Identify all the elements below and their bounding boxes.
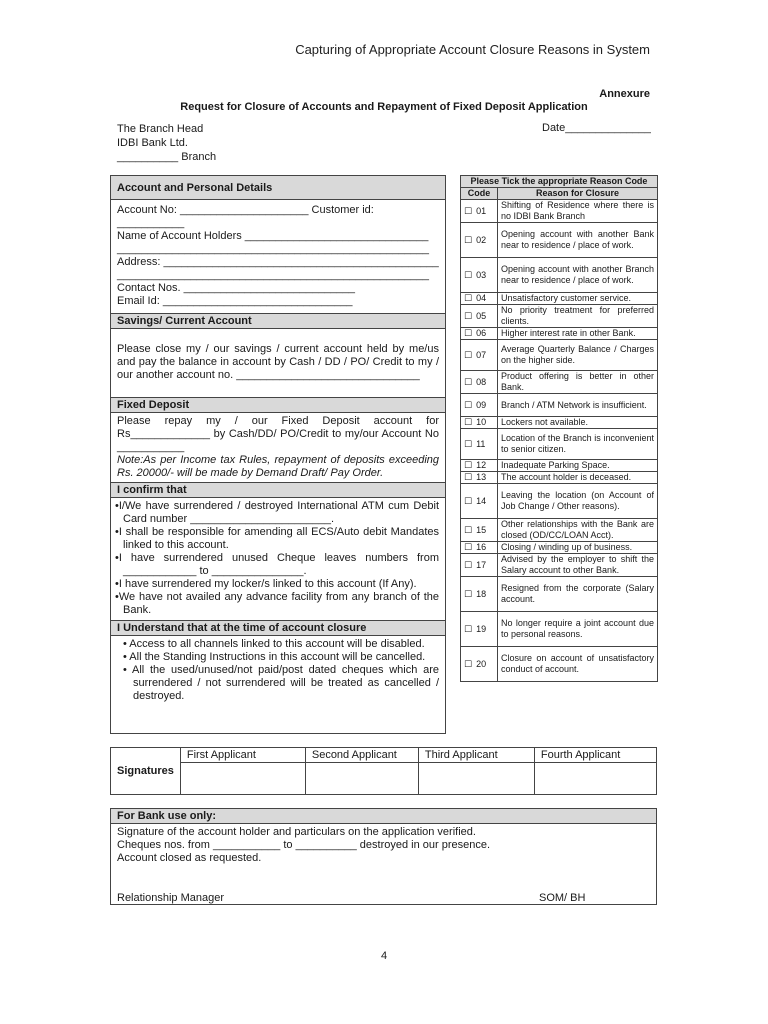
checkbox-icon[interactable]: ☐ <box>464 417 473 427</box>
reason-row <box>461 647 658 682</box>
reason-row <box>461 542 658 554</box>
checkbox-icon[interactable]: ☐ <box>464 524 473 535</box>
reason-code-cell[interactable] <box>461 577 498 612</box>
reason-code: 07 <box>476 349 487 360</box>
account-no-field: Account No: _____________________ Customer id: ___________ <box>117 204 374 229</box>
reason-code-cell[interactable] <box>461 293 498 305</box>
reason-code: 15 <box>476 524 487 535</box>
reason-code-cell[interactable] <box>461 612 498 647</box>
reason-rows <box>461 200 658 682</box>
address-field: Address: _____________________________________________ <box>117 256 439 268</box>
relationship-manager-label: Relationship Manager <box>117 892 225 904</box>
account-holders-field-cont: ___________________________________________________ <box>117 243 430 255</box>
page-number: 4 <box>380 950 388 962</box>
reason-code-cell[interactable] <box>461 394 498 417</box>
reason-code: 18 <box>476 588 487 599</box>
second-applicant-signature-field[interactable] <box>305 763 418 795</box>
reason-row <box>461 429 658 460</box>
confirm-item: •We have not availed any advance facility from any branch of the Bank. <box>115 591 439 616</box>
reason-code: 05 <box>476 310 487 321</box>
reason-row <box>461 305 658 328</box>
bank-use-body <box>111 824 656 908</box>
fixed-deposit-body <box>111 413 445 482</box>
reason-row <box>461 371 658 394</box>
reason-code: 11 <box>476 438 486 449</box>
reason-text: Other relationships with the Bank are closed (OD/CC/LOAN Acct). <box>498 519 658 542</box>
checkbox-icon[interactable]: ☐ <box>464 234 473 245</box>
signatures-label: Signatures <box>111 748 181 795</box>
address-field-cont: ___________________________________________________ <box>117 269 430 281</box>
fixed-deposit-text: Please repay my / our Fixed Deposit account for Rs_____________ by Cash/DD/ PO/Credit to my/our Account No ___________ <box>117 415 439 453</box>
confirm-item: •I shall be responsible for amending all ECS/Auto debit Mandates linked to this account. <box>115 526 439 551</box>
reason-code: 10 <box>476 417 487 427</box>
checkbox-icon[interactable]: ☐ <box>464 269 473 280</box>
reason-row <box>461 612 658 647</box>
reason-text: No priority treatment for preferred clients. <box>498 305 658 328</box>
reason-code: 03 <box>476 269 487 280</box>
account-details-body <box>111 200 445 313</box>
reason-code-cell[interactable] <box>461 200 498 223</box>
checkbox-icon[interactable]: ☐ <box>464 472 473 482</box>
checkbox-icon[interactable]: ☐ <box>464 588 473 599</box>
checkbox-icon[interactable]: ☐ <box>464 658 473 669</box>
reason-row <box>461 328 658 340</box>
reason-code: 12 <box>476 460 487 470</box>
third-applicant-header: Third Applicant <box>418 748 534 763</box>
checkbox-icon[interactable]: ☐ <box>464 460 473 470</box>
reason-text: The account holder is deceased. <box>498 472 658 484</box>
addressee-block <box>117 122 216 164</box>
reason-row <box>461 577 658 612</box>
column-header-code: Code <box>461 188 498 200</box>
document-header: Capturing of Appropriate Account Closure Reasons in System <box>295 42 650 57</box>
reason-code-cell[interactable] <box>461 542 498 554</box>
column-header-reason: Reason for Closure <box>498 188 658 200</box>
reason-row <box>461 472 658 484</box>
section-heading-confirm: I confirm that <box>111 482 445 498</box>
reason-text: Shifting of Residence where there is no IDBI Bank Branch <box>498 200 658 223</box>
reason-code-cell[interactable] <box>461 371 498 394</box>
bank-use-heading: For Bank use only: <box>111 809 656 824</box>
form-title: Request for Closure of Accounts and Repayment of Fixed Deposit Application <box>180 101 588 113</box>
reason-row <box>461 484 658 519</box>
confirm-item: •I/We have surrendered / destroyed International ATM cum Debit Card number _______________________. <box>115 500 439 525</box>
reason-row <box>461 340 658 371</box>
reason-code-cell[interactable] <box>461 484 498 519</box>
reason-code-cell[interactable] <box>461 305 498 328</box>
reason-code: 09 <box>476 399 487 410</box>
fourth-applicant-header: Fourth Applicant <box>534 748 656 763</box>
reason-text: Lockers not available. <box>498 417 658 429</box>
reason-text: Location of the Branch is inconvenient to senior citizen. <box>498 429 658 460</box>
checkbox-icon[interactable]: ☐ <box>464 376 473 387</box>
reason-code-cell[interactable] <box>461 554 498 577</box>
reason-row <box>461 394 658 417</box>
reason-code: 13 <box>476 472 487 482</box>
checkbox-icon[interactable]: ☐ <box>464 349 473 360</box>
first-applicant-header: First Applicant <box>180 748 305 763</box>
reason-code-cell[interactable] <box>461 472 498 484</box>
reason-code-cell[interactable] <box>461 519 498 542</box>
reason-text: Closure on account of unsatisfactory conduct of account. <box>498 647 658 682</box>
checkbox-icon[interactable]: ☐ <box>464 399 473 410</box>
addressee-line: The Branch Head <box>117 123 204 135</box>
reason-code: 08 <box>476 376 487 387</box>
understand-item: • All the used/unused/not paid/post dated cheques which are surrendered / not surrendered will be treated as cancelled / destroyed. <box>123 664 439 702</box>
reason-code-cell[interactable] <box>461 340 498 371</box>
reason-row <box>461 519 658 542</box>
som-bh-label: SOM/ BH <box>539 892 586 904</box>
reason-code-cell[interactable] <box>461 223 498 258</box>
signatures-table <box>110 747 657 795</box>
checkbox-icon[interactable]: ☐ <box>464 623 473 634</box>
reason-code-cell[interactable] <box>461 647 498 682</box>
reason-text: Opening account with another Bank near to residence / place of work. <box>498 223 658 258</box>
first-applicant-signature-field[interactable] <box>180 763 305 795</box>
reason-text: Resigned from the corporate (Salary account. <box>498 577 658 612</box>
date-field: Date______________ <box>542 122 651 134</box>
reason-code-cell[interactable] <box>461 328 498 340</box>
checkbox-icon[interactable]: ☐ <box>464 438 473 449</box>
bank-use-line: Signature of the account holder and particulars on the application verified. <box>117 826 476 838</box>
reason-row <box>461 417 658 429</box>
reason-code-table <box>460 175 658 682</box>
reason-row <box>461 554 658 577</box>
bank-use-line: Account closed as requested. <box>117 852 262 864</box>
reason-row <box>461 200 658 223</box>
reason-code-cell[interactable] <box>461 258 498 293</box>
addressee-line: __________ Branch <box>117 151 217 163</box>
annexure-label: Annexure <box>599 88 650 100</box>
reason-row <box>461 293 658 305</box>
email-field: Email Id: _______________________________ <box>117 295 353 307</box>
bank-use-box <box>110 808 657 905</box>
reason-code: 16 <box>476 542 487 552</box>
second-applicant-header: Second Applicant <box>305 748 418 763</box>
checkbox-icon[interactable]: ☐ <box>464 559 473 570</box>
account-holders-field: Name of Account Holders ______________________________ <box>117 230 429 242</box>
section-heading-understand: I Understand that at the time of account closure <box>111 620 445 636</box>
reason-text: No longer require a joint account due to personal reasons. <box>498 612 658 647</box>
reason-text: Higher interest rate in other Bank. <box>498 328 658 340</box>
applicant-form-box <box>110 175 446 734</box>
reason-code: 20 <box>476 658 487 669</box>
reason-text: Unsatisfactory customer service. <box>498 293 658 305</box>
fixed-deposit-note: Note:As per Income tax Rules, repayment of deposits exceeding Rs. 20000/- will be made by Demand Draft/ Pay Order. <box>117 454 439 479</box>
reason-text: Closing / winding up of business. <box>498 542 658 554</box>
reason-code: 19 <box>476 623 487 634</box>
reason-code: 02 <box>476 234 487 245</box>
section-heading-account-details: Account and Personal Details <box>111 176 445 200</box>
confirm-item: •I have surrendered unused Cheque leaves numbers from ____________ to _______________. <box>115 552 439 577</box>
reason-code-cell[interactable] <box>461 417 498 429</box>
reason-text: Product offering is better in other Bank. <box>498 371 658 394</box>
understand-item: • Access to all channels linked to this account will be disabled. <box>123 638 425 650</box>
addressee-line: IDBI Bank Ltd. <box>117 137 188 149</box>
checkbox-icon[interactable]: ☐ <box>464 542 473 552</box>
reason-code-cell[interactable] <box>461 429 498 460</box>
understand-list <box>111 636 445 705</box>
checkbox-icon[interactable]: ☐ <box>464 205 473 216</box>
reason-code: 14 <box>476 495 487 506</box>
fourth-applicant-signature-field[interactable] <box>534 763 656 795</box>
checkbox-icon[interactable]: ☐ <box>464 328 473 338</box>
checkbox-icon[interactable]: ☐ <box>464 495 473 506</box>
reason-row <box>461 460 658 472</box>
reason-code-cell[interactable] <box>461 460 498 472</box>
understand-item: • All the Standing Instructions in this account will be cancelled. <box>123 651 426 663</box>
confirm-list <box>111 498 445 620</box>
reason-text: Advised by the employer to shift the Salary account to other Bank. <box>498 554 658 577</box>
reason-code: 17 <box>476 559 487 570</box>
reason-row <box>461 223 658 258</box>
third-applicant-signature-field[interactable] <box>418 763 534 795</box>
reason-code: 01 <box>476 205 487 216</box>
contact-field: Contact Nos. ____________________________ <box>117 282 355 294</box>
reason-text: Average Quarterly Balance / Charges on the higher side. <box>498 340 658 371</box>
savings-text: Please close my / our savings / current account held by me/us and pay the balance in account by Cash / DD / PO/ Credit to my / our another account no. ______________________________ <box>117 343 439 381</box>
reason-code: 04 <box>476 293 487 303</box>
reason-table-title: Please Tick the appropriate Reason Code <box>461 176 658 188</box>
section-heading-fixed-deposit: Fixed Deposit <box>111 397 445 413</box>
checkbox-icon[interactable]: ☐ <box>464 293 473 303</box>
reason-text: Leaving the location (on Account of Job Change / Other reasons). <box>498 484 658 519</box>
reason-text: Opening account with another Branch near to residence / place of work. <box>498 258 658 293</box>
reason-text: Inadequate Parking Space. <box>498 460 658 472</box>
reason-code: 06 <box>476 328 487 338</box>
section-heading-savings: Savings/ Current Account <box>111 313 445 329</box>
reason-text: Branch / ATM Network is insufficient. <box>498 394 658 417</box>
reason-row <box>461 258 658 293</box>
checkbox-icon[interactable]: ☐ <box>464 310 473 321</box>
bank-use-line: Cheques nos. from ___________ to __________ destroyed in our presence. <box>117 839 491 851</box>
confirm-item: •I have surrendered my locker/s linked to this account (If Any). <box>115 578 417 590</box>
